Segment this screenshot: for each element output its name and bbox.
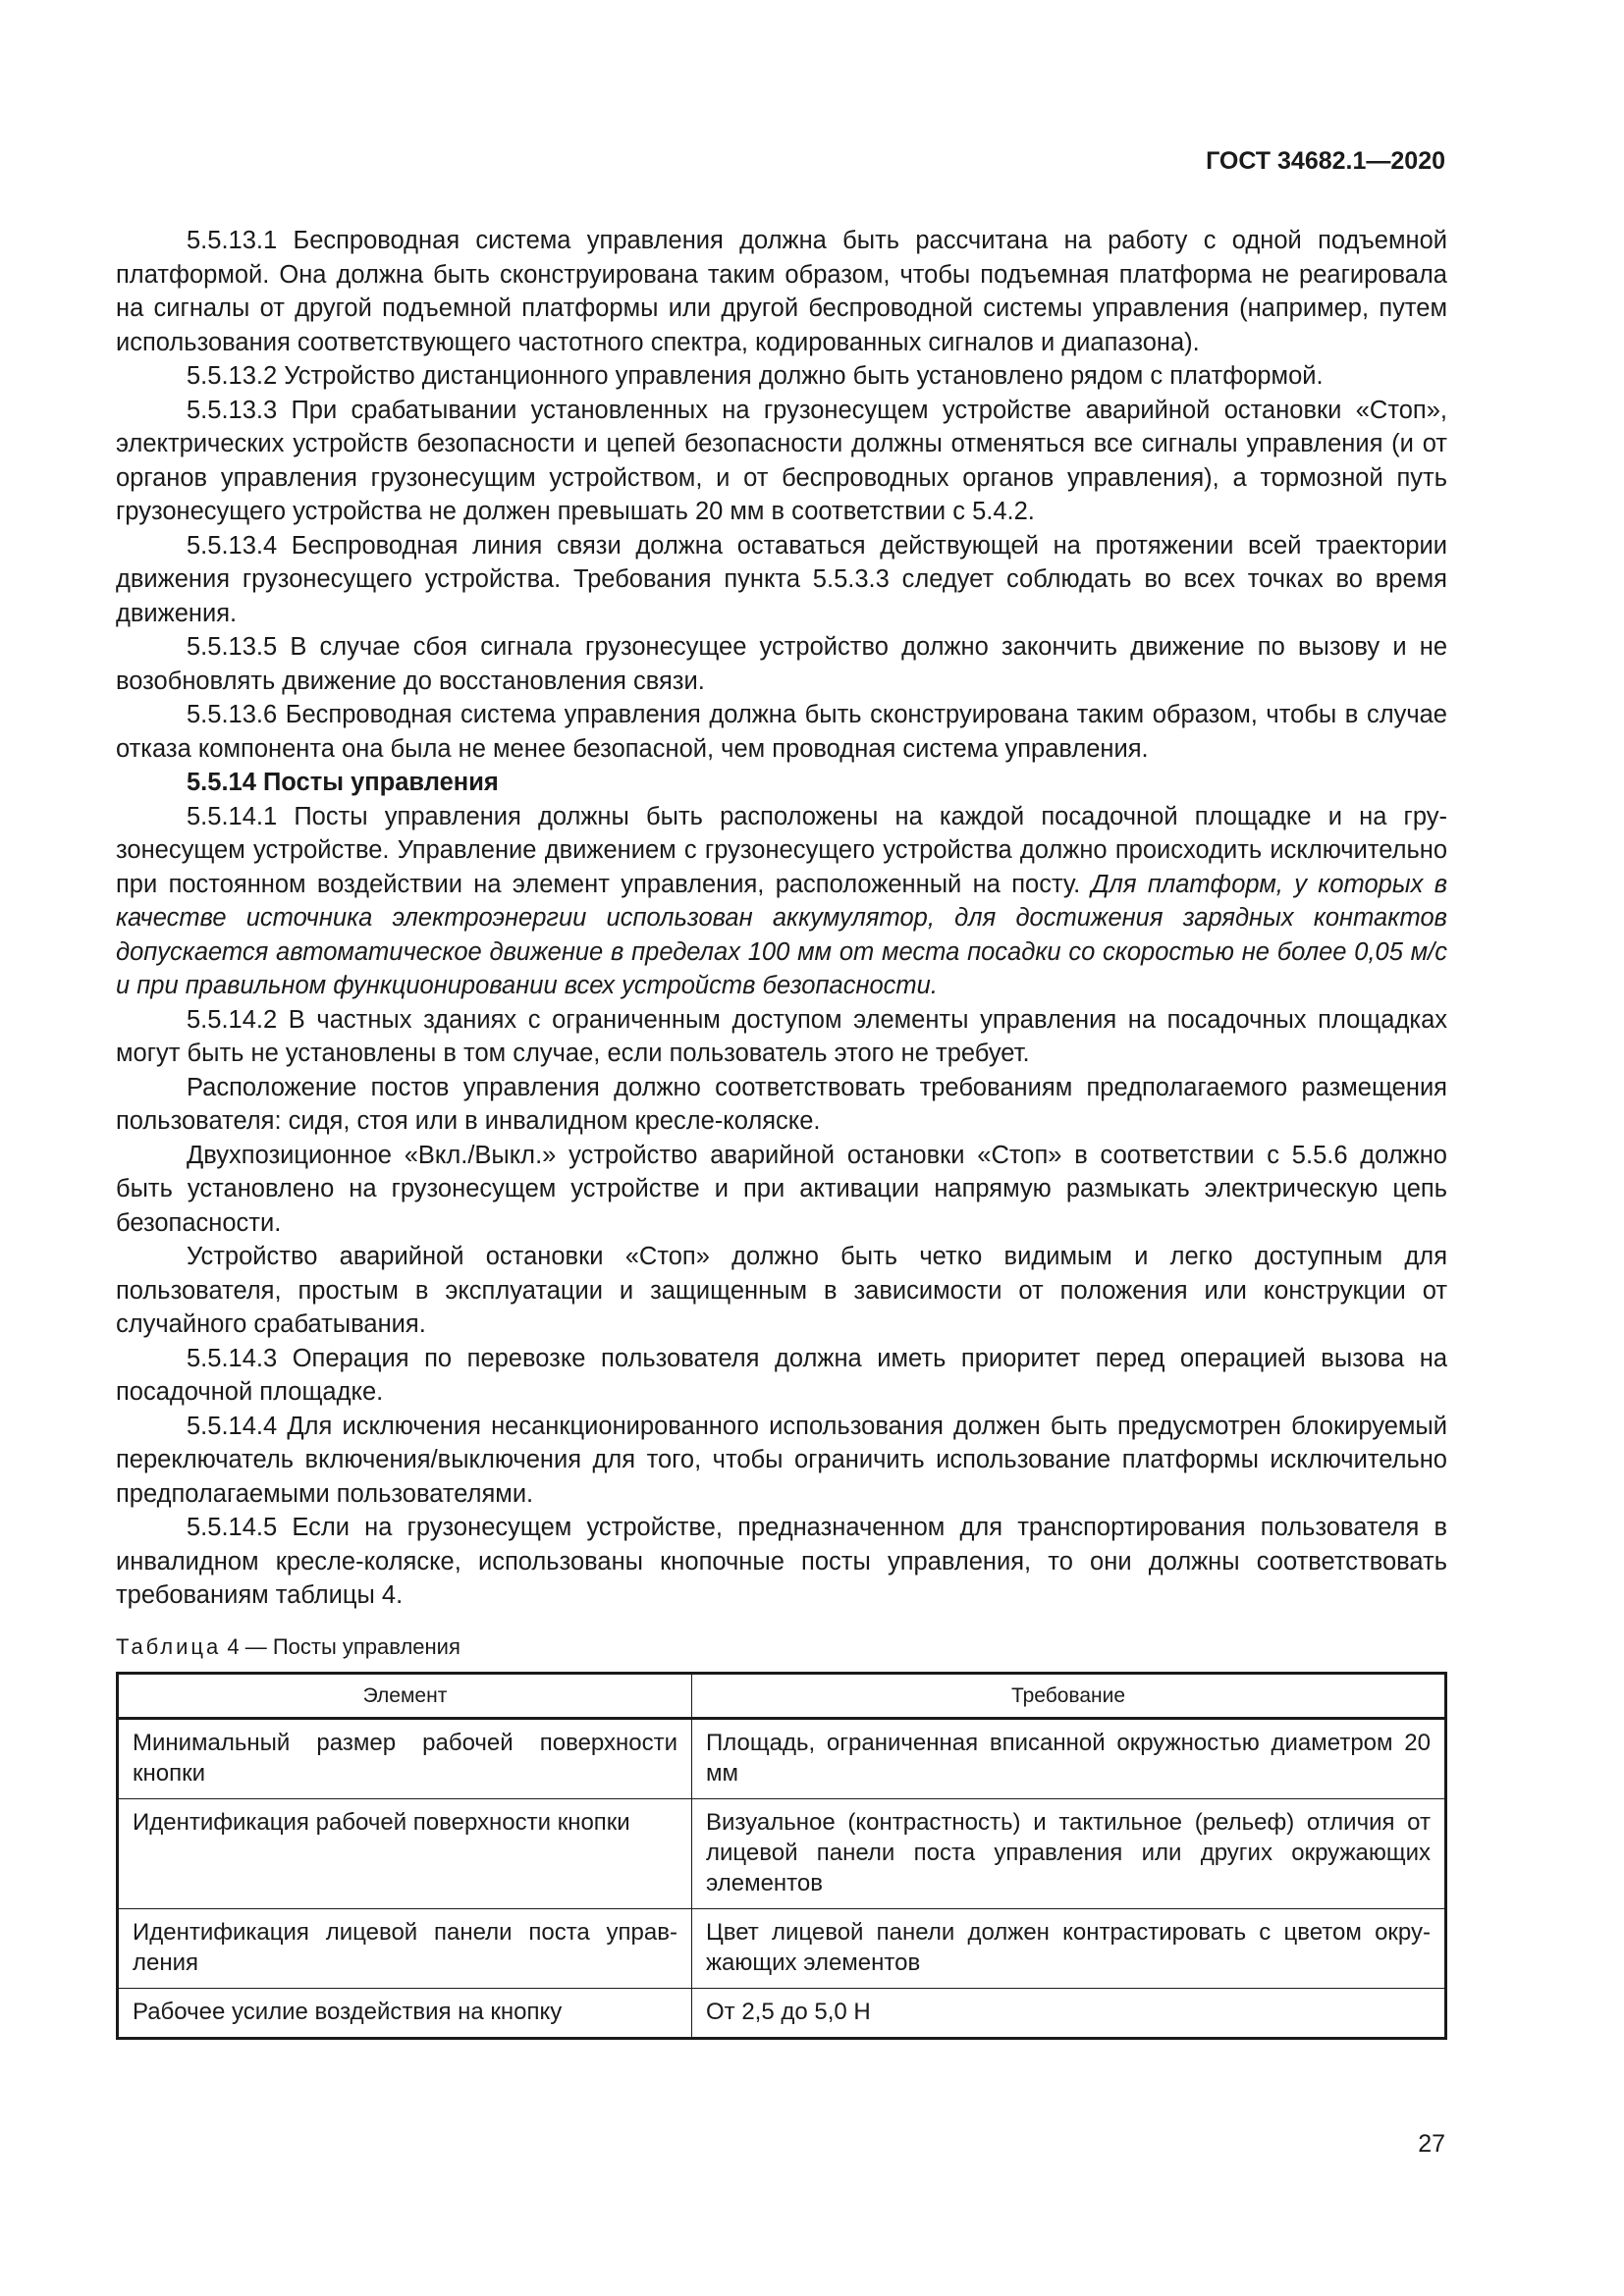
table-cell-element: Минимальный размер рабочей поверхности кнопки [118, 1718, 692, 1798]
paragraph-5-5-14-3: 5.5.14.3 Операция по перевозке пользователя должна иметь приоритет перед операцией вызова на посадочной площадке. [116, 1344, 1447, 1406]
table-cell-requirement: Цвет лицевой панели должен контрастировать с цветом окружающих элементов [692, 1908, 1446, 1988]
table-row [118, 1798, 1446, 1908]
table-cell-requirement: Визуальное (контрастность) и тактильное (рельеф) отличия от лицевой панели поста управления или других окружающих элементов [692, 1798, 1446, 1908]
section-heading-5-5-14: 5.5.14 Посты управления [187, 769, 499, 796]
paragraph-5-5-13-2: 5.5.13.2 Устройство дистанционного управления должно быть установлено рядом с платформой. [187, 362, 1324, 390]
paragraph-5-5-14-1-text: 5.5.14.1 Посты управления должны быть расположены на каждой посадочной площадке и на грузонесущем устройстве. Управление движением с грузонесущего устройства должно происходить исключительно при постоянном воздействии на элемент управления, расположенный на посту. [116, 802, 1447, 898]
paragraph-5-5-13-3: 5.5.13.3 При срабатывании установленных на грузонесущем устройстве аварийной остановки «Стоп», электрических устройств безопасности и цепей безопасности должны отменяться все сигналы управления (и от органов управления грузонесущим устройством, и от беспроводных органов управления), а тормозной путь грузонесущего устройства не должен превышать 20 мм в соответствии с 5.4.2. [116, 396, 1447, 525]
paragraph-5-5-14-4: 5.5.14.4 Для исключения несанкционированного использования должен быть предусмотрен блокируемый переключатель включения/выключения для того, чтобы ограничить использование платформы исключительно предполагаемыми пользователями. [116, 1412, 1447, 1508]
paragraph-control-placement: Расположение постов управления должно соответствовать требованиям предполагаемого размещения пользователя: сидя, стоя или в инвалидном кресле-коляске. [116, 1073, 1447, 1135]
paragraph-5-5-14-1-italic-note: Для платформ, у которых в качестве источника электроэнергии использован аккумулятор, для достижения зарядных контактов допускается автоматическое движение в пределах 100 мм от места посадки со скоростью не более 0,05 м/с и при правильном функционировании всех устройств безопасности. [116, 870, 1447, 999]
table-caption [116, 1632, 1447, 1662]
document-id-header: ГОСТ 34682.1—2020 [1206, 147, 1445, 175]
table-cell-requirement: Площадь, ограниченная вписанной окружностью диаметром 20 мм [692, 1718, 1446, 1798]
table-header-row [118, 1673, 1446, 1718]
table-cell-element: Рабочее усилие воздействия на кнопку [118, 1988, 692, 2038]
table-caption-prefix: Таблица [116, 1633, 222, 1659]
table-caption-title: 4 — Посты управления [221, 1633, 460, 1659]
column-header-element: Элемент [118, 1673, 692, 1718]
paragraph-emergency-stop-switch: Двухпозиционное «Вкл./Выкл.» устройство аварийной остановки «Стоп» в соответствии с 5.5.6 должно быть установлено на грузонесущем устройстве и при активации напрямую размыкать электрическую цепь безопасности. [116, 1141, 1447, 1237]
paragraph-5-5-13-4: 5.5.13.4 Беспроводная линия связи должна оставаться действующей на протяжении всей траектории движения грузонесущего устройства. Требования пункта 5.5.3.3 следует соблюдать во всех точках во время движения. [116, 531, 1447, 627]
paragraph-5-5-13-1: 5.5.13.1 Беспроводная система управления должна быть рассчитана на работу с одной подъемной платформой. Она должна быть сконструирована таким образом, чтобы подъемная платформа не реагировала на сигналы от другой подъемной платформы или другой беспроводной системы управления (например, путем использования соответствующего частотного спектра, кодированных сигналов и диапазона). [116, 227, 1447, 356]
requirements-table [116, 1672, 1447, 2040]
table-cell-element: Идентификация рабочей поверхности кнопки [118, 1798, 692, 1908]
paragraph-5-5-14-1 [116, 800, 1447, 1003]
table-row [118, 1908, 1446, 1988]
paragraph-5-5-14-5: 5.5.14.5 Если на грузонесущем устройстве, предназначенном для транспортирования пользователя в инвалидном кресле-коляске, использованы кнопочные посты управления, то они должны соответствовать требованиям таблицы 4. [116, 1514, 1447, 1609]
page-number: 27 [1418, 2130, 1445, 2158]
paragraph-5-5-13-6: 5.5.13.6 Беспроводная система управления должна быть сконструирована таким образом, чтобы в случае отказа компонента она была не менее безопасной, чем проводная система управления. [116, 701, 1447, 763]
paragraph-5-5-14-2: 5.5.14.2 В частных зданиях с ограниченным доступом элементы управления на посадочных площадках могут быть не установлены в том случае, если пользователь этого не требует. [116, 1005, 1447, 1067]
table-row [118, 1718, 1446, 1798]
paragraph-emergency-stop-visibility: Устройство аварийной остановки «Стоп» должно быть четко видимым и легко доступным для пользователя, простым в эксплуатации и защищенным в зависимости от положения или конструкции от случайного срабатывания. [116, 1243, 1447, 1338]
table-cell-requirement: От 2,5 до 5,0 Н [692, 1988, 1446, 2038]
column-header-requirement: Требование [692, 1673, 1446, 1718]
table-row [118, 1988, 1446, 2038]
paragraph-5-5-13-5: 5.5.13.5 В случае сбоя сигнала грузонесущее устройство должно закончить движение по вызову и не возобновлять движение до восстановления связи. [116, 633, 1447, 695]
table-cell-element: Идентификация лицевой панели поста управления [118, 1908, 692, 1988]
document-body [116, 224, 1447, 2040]
